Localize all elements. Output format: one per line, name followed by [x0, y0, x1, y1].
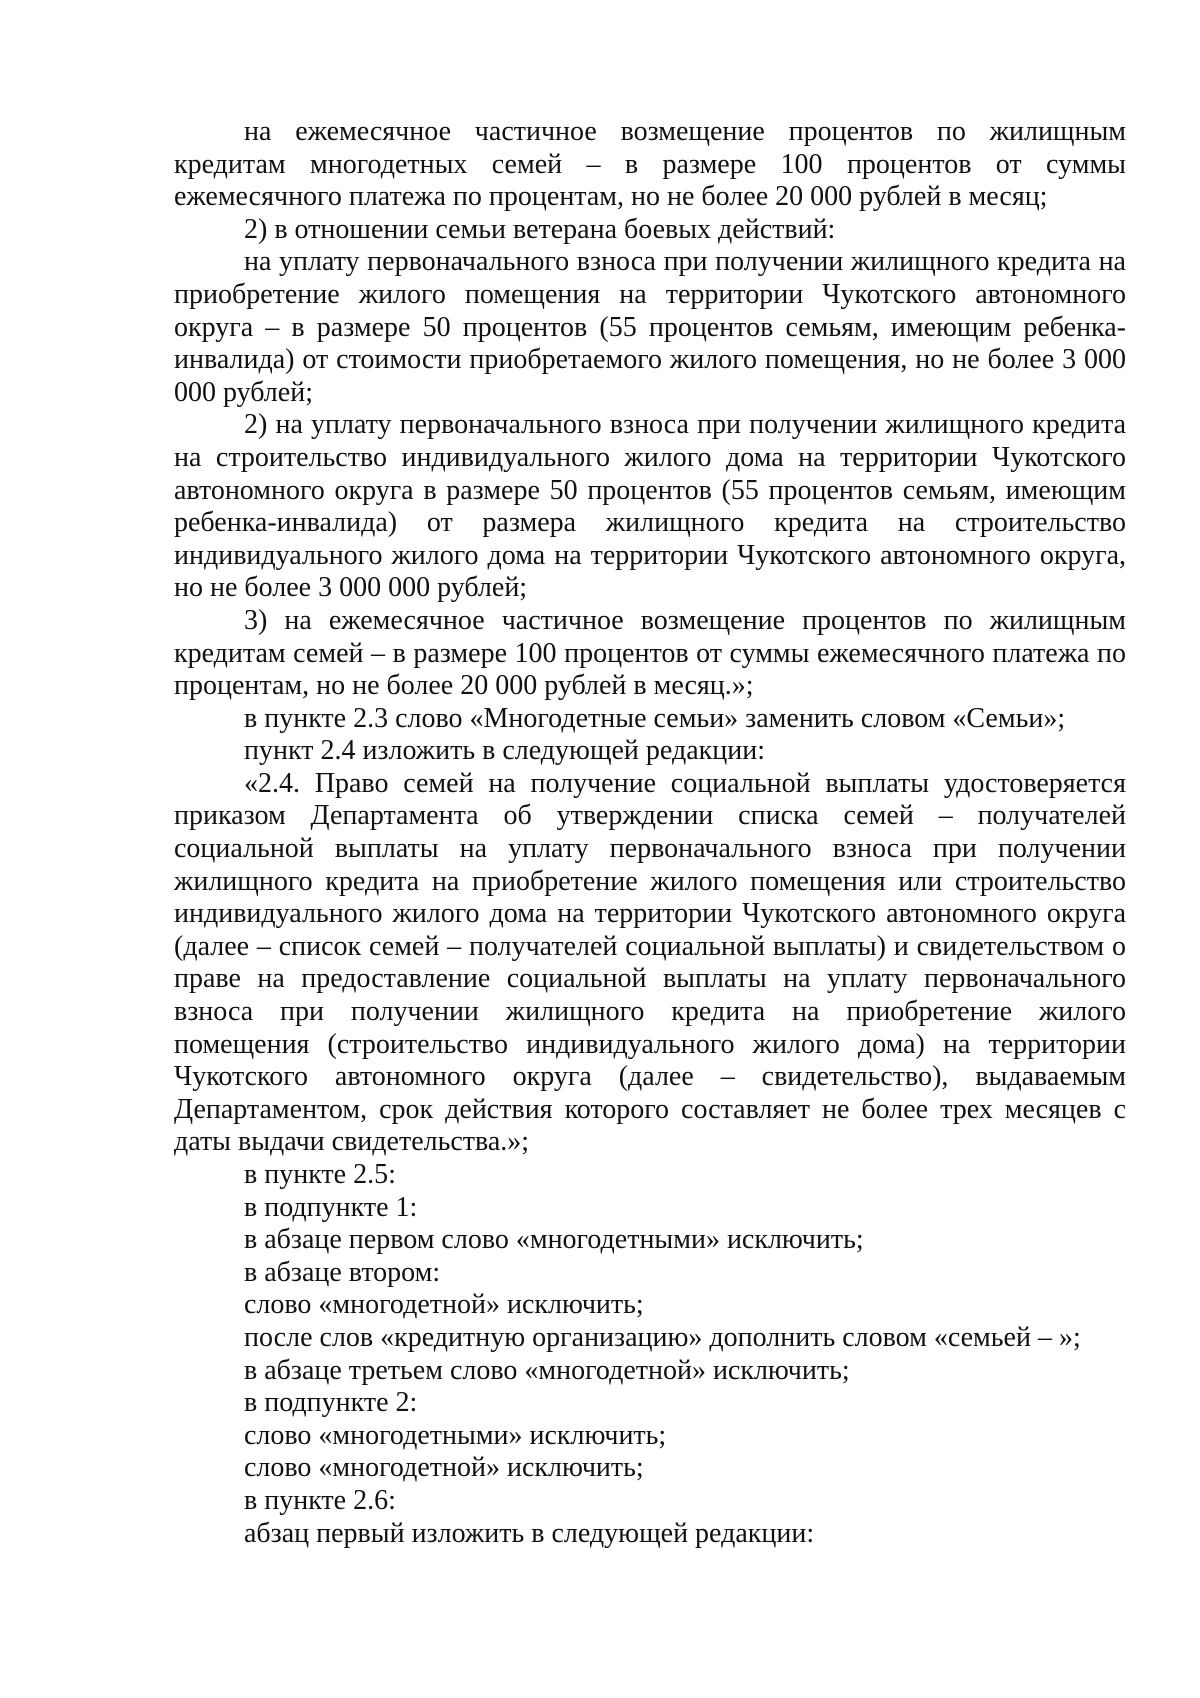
- paragraph-14: после слов «кредитную организацию» дополнить словом «семьей – »;: [244, 1321, 1081, 1353]
- document-page: [174, 116, 1126, 1550]
- paragraph-20: абзац первый изложить в следующей редакции:: [244, 1517, 815, 1549]
- paragraph-12: в абзаце втором:: [244, 1256, 441, 1288]
- paragraph-13: слово «многодетной» исключить;: [244, 1289, 644, 1321]
- paragraph-15: в абзаце третьем слово «многодетной» исключить;: [244, 1354, 850, 1386]
- paragraph-1: на ежемесячное частичное возмещение процентов по жилищным кредитам многодетных семей – в размере 100 процентов от суммы ежемесячного платежа по процентам, но не более 20 000 рублей в месяц;: [174, 116, 1126, 213]
- paragraph-16: в подпункте 2:: [244, 1387, 418, 1419]
- paragraph-2: 2) в отношении семьи ветерана боевых действий:: [244, 213, 836, 245]
- paragraph-19: в пункте 2.6:: [244, 1484, 396, 1516]
- paragraph-11: в абзаце первом слово «многодетными» исключить;: [244, 1224, 864, 1256]
- paragraph-18: слово «многодетной» исключить;: [244, 1452, 644, 1484]
- paragraph-7: пункт 2.4 изложить в следующей редакции:: [244, 735, 765, 767]
- paragraph-5: 3) на ежемесячное частичное возмещение процентов по жилищным кредитам семей – в размере 100 процентов от суммы ежемесячного платежа по процентам, но не более 20 000 рублей в месяц.»;: [174, 604, 1126, 702]
- paragraph-3: на уплату первоначального взноса при получении жилищного кредита на приобретение жилого помещения на территории Чукотского автономного округа – в размере 50 процентов (55 процентов семьям, имеющим ребенка-инвалида) от стоимости приобретаемого жилого помещения, но не более 3 000 000 рублей;: [174, 246, 1126, 408]
- paragraph-6: в пункте 2.3 слово «Многодетные семьи» заменить словом «Семьи»;: [244, 702, 1066, 734]
- paragraph-10: в подпункте 1:: [244, 1191, 418, 1223]
- paragraph-9: в пункте 2.5:: [244, 1159, 396, 1190]
- paragraph-8: «2.4. Право семей на получение социальной выплаты удостоверяется приказом Департамента об утверждении списка семей – получателей социальной выплаты на уплату первоначального взноса при получении жилищного кредита на приобретение жилого помещения или строительство индивидуального жилого дома на территории Чукотского автономного округа (далее – список семей – получателей социальной выплаты) и свидетельством о праве на предоставление социальной выплаты на уплату первоначального взноса при получении жилищного кредита на приобретение жилого помещения (строительство индивидуального жилого дома) на территории Чукотского автономного округа (далее – свидетельство), выдаваемым Департаментом, срок действия которого составляет не более трех месяцев с даты выдачи свидетельства.»;: [174, 767, 1126, 1158]
- paragraph-17: слово «многодетными» исключить;: [244, 1419, 667, 1451]
- paragraph-4: 2) на уплату первоначального взноса при получении жилищного кредита на строительство индивидуального жилого дома на территории Чукотского автономного округа в размере 50 процентов (55 процентов семьям, имеющим ребенка-инвалида) от размера жилищного кредита на строительство индивидуального жилого дома на территории Чукотского автономного округа, но не более 3 000 000 рублей;: [174, 409, 1126, 604]
